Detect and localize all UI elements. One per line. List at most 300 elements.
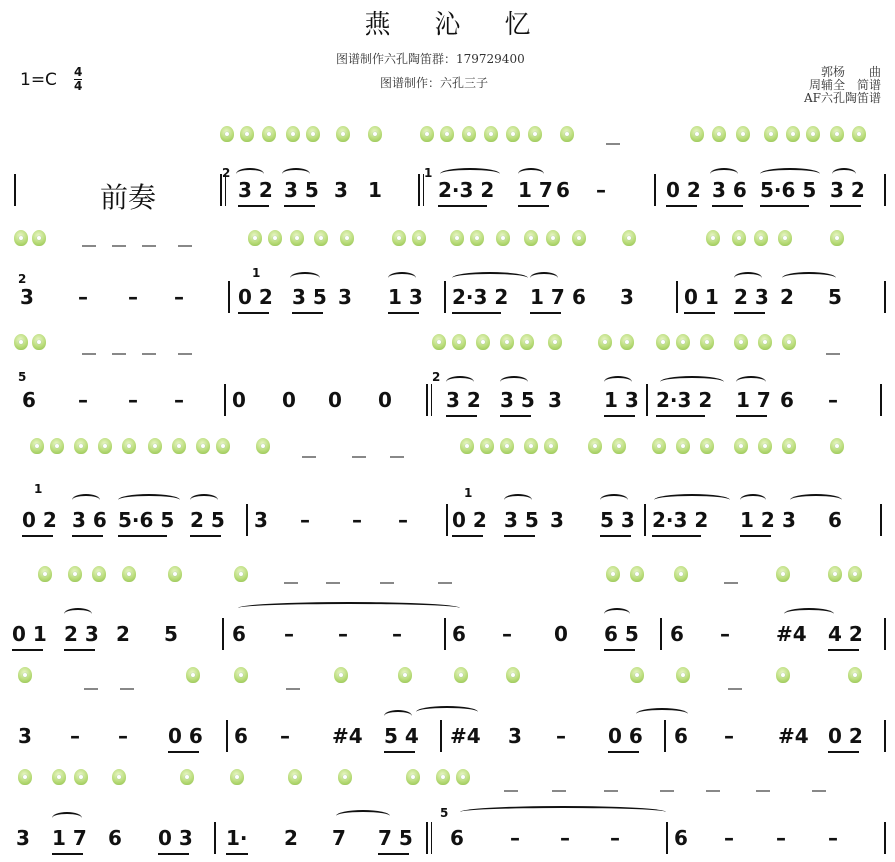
fingering-diagram bbox=[112, 769, 126, 785]
note: 0 bbox=[554, 622, 568, 646]
slur bbox=[740, 494, 766, 506]
fingering-diagram bbox=[256, 438, 270, 454]
fingering-diagram bbox=[196, 438, 210, 454]
rest-dash bbox=[826, 353, 840, 355]
beam bbox=[734, 312, 765, 314]
bar-line bbox=[884, 822, 886, 854]
bar-line bbox=[444, 618, 446, 650]
fingering-diagram bbox=[500, 438, 514, 454]
title-char-2: 沁 bbox=[434, 10, 461, 40]
grace-note: 1 bbox=[464, 486, 473, 500]
note: – bbox=[720, 622, 730, 646]
bar-line bbox=[226, 720, 228, 752]
note: – bbox=[174, 285, 184, 309]
note: 3 6 bbox=[712, 178, 747, 202]
note: 0 2 bbox=[666, 178, 701, 202]
beam bbox=[190, 535, 221, 537]
note: 3 bbox=[254, 508, 268, 532]
rest-dash bbox=[178, 353, 192, 355]
bar-line bbox=[426, 822, 428, 854]
beam bbox=[238, 312, 269, 314]
rest-dash bbox=[120, 688, 134, 690]
time-top: 4 bbox=[74, 65, 83, 79]
fingering-diagram bbox=[612, 438, 626, 454]
fingering-diagram bbox=[14, 230, 28, 246]
beam bbox=[388, 312, 419, 314]
note: 2 5 bbox=[190, 508, 225, 532]
grace-note: 5 bbox=[440, 806, 449, 820]
rest-dash bbox=[390, 456, 404, 458]
bar-line bbox=[676, 281, 678, 313]
fingering-diagram bbox=[830, 126, 844, 142]
note: 3 2 bbox=[238, 178, 273, 202]
grace-note: 5 bbox=[18, 370, 27, 384]
note: 3 5 bbox=[504, 508, 539, 532]
fingering-diagram bbox=[848, 566, 862, 582]
note: 5 4 bbox=[384, 724, 419, 748]
beam bbox=[238, 205, 269, 207]
bar-line bbox=[14, 174, 16, 206]
note: #4 bbox=[778, 724, 809, 748]
fingering-diagram bbox=[216, 438, 230, 454]
slur bbox=[500, 376, 528, 388]
note: 3 5 bbox=[500, 388, 535, 412]
note: – bbox=[338, 622, 348, 646]
note: – bbox=[398, 508, 408, 532]
fingering-diagram bbox=[74, 438, 88, 454]
note: 1 7 bbox=[52, 826, 87, 850]
rest-dash bbox=[326, 582, 340, 584]
note: – bbox=[776, 826, 786, 850]
slur bbox=[440, 168, 500, 180]
note: 0 bbox=[328, 388, 342, 412]
note: 0 2 bbox=[452, 508, 487, 532]
fingering-diagram bbox=[334, 667, 348, 683]
fingering-diagram bbox=[476, 334, 490, 350]
slur bbox=[446, 376, 474, 388]
beam bbox=[158, 853, 189, 855]
beam bbox=[292, 312, 323, 314]
note: – bbox=[560, 826, 570, 850]
note: 1 bbox=[368, 178, 382, 202]
tab-credit: AF六孔陶笛谱 bbox=[804, 91, 881, 105]
fingering-diagram bbox=[268, 230, 282, 246]
fingering-diagram bbox=[852, 126, 866, 142]
fingering-diagram bbox=[758, 438, 772, 454]
note: 3 bbox=[338, 285, 352, 309]
slur bbox=[190, 494, 218, 506]
note: 5 bbox=[164, 622, 178, 646]
bar-line bbox=[880, 384, 882, 416]
note: – bbox=[78, 388, 88, 412]
note: 2·3 2 bbox=[438, 178, 495, 202]
fingering-diagram bbox=[38, 566, 52, 582]
bar-line bbox=[884, 174, 886, 206]
fingering-diagram bbox=[506, 126, 520, 142]
bar-line bbox=[660, 618, 662, 650]
slur bbox=[64, 608, 92, 620]
beam bbox=[712, 205, 743, 207]
composer-credit: 郭杨 曲 bbox=[820, 65, 881, 79]
title-char-3: 忆 bbox=[504, 10, 531, 40]
bar-line bbox=[431, 384, 432, 416]
slur bbox=[736, 376, 766, 388]
beam bbox=[64, 649, 95, 651]
rest-dash bbox=[112, 353, 126, 355]
time-signature bbox=[74, 66, 82, 93]
bar-line bbox=[431, 822, 432, 854]
note: 5·6 5 bbox=[760, 178, 817, 202]
bar-line bbox=[646, 384, 648, 416]
beam bbox=[22, 535, 53, 537]
beam bbox=[72, 535, 103, 537]
note: – bbox=[502, 622, 512, 646]
rest-dash bbox=[142, 353, 156, 355]
intro-label: 前奏 bbox=[100, 181, 157, 214]
note: 2·3 2 bbox=[656, 388, 713, 412]
note: – bbox=[510, 826, 520, 850]
fingering-diagram bbox=[456, 769, 470, 785]
fingering-diagram bbox=[336, 126, 350, 142]
note: 6 5 bbox=[604, 622, 639, 646]
note: – bbox=[300, 508, 310, 532]
slur bbox=[118, 494, 180, 506]
fingering-diagram bbox=[18, 769, 32, 785]
rest-dash bbox=[82, 353, 96, 355]
fingering-diagram bbox=[240, 126, 254, 142]
rest-dash bbox=[142, 245, 156, 247]
note: 5 3 bbox=[600, 508, 635, 532]
note: 0 1 bbox=[12, 622, 47, 646]
rest-dash bbox=[286, 688, 300, 690]
slur bbox=[734, 272, 762, 284]
bar-line bbox=[666, 822, 668, 854]
note: 3 bbox=[782, 508, 796, 532]
note: 3 5 bbox=[292, 285, 327, 309]
rest-dash bbox=[504, 790, 518, 792]
note: 6 bbox=[670, 622, 684, 646]
note: 6 bbox=[572, 285, 586, 309]
grace-note: 2 bbox=[432, 370, 441, 384]
fingering-diagram bbox=[398, 667, 412, 683]
note: 2 3 bbox=[64, 622, 99, 646]
note: 1 3 bbox=[388, 285, 423, 309]
note: – bbox=[128, 285, 138, 309]
note: 2 bbox=[116, 622, 130, 646]
time-bottom: 4 bbox=[74, 79, 83, 93]
note: – bbox=[284, 622, 294, 646]
slur bbox=[784, 608, 834, 620]
fingering-diagram bbox=[180, 769, 194, 785]
note: 1 2 bbox=[740, 508, 775, 532]
note: 6 bbox=[232, 622, 246, 646]
rest-dash bbox=[812, 790, 826, 792]
fingering-diagram bbox=[572, 230, 586, 246]
beam bbox=[446, 415, 477, 417]
note: 6 bbox=[828, 508, 842, 532]
slur bbox=[660, 376, 724, 388]
slur bbox=[530, 272, 558, 284]
fingering-diagram bbox=[674, 566, 688, 582]
fingering-diagram bbox=[734, 334, 748, 350]
fingering-diagram bbox=[92, 566, 106, 582]
slur bbox=[654, 494, 730, 506]
beam bbox=[504, 535, 535, 537]
beam bbox=[830, 205, 861, 207]
fingering-diagram bbox=[606, 566, 620, 582]
rest-dash bbox=[706, 790, 720, 792]
rest-dash bbox=[606, 143, 620, 145]
note: 6 bbox=[556, 178, 570, 202]
beam bbox=[604, 415, 635, 417]
slur bbox=[72, 494, 100, 506]
note: 2 3 bbox=[734, 285, 769, 309]
fingering-diagram bbox=[548, 334, 562, 350]
note: – bbox=[828, 826, 838, 850]
note: 6 bbox=[674, 826, 688, 850]
fingering-diagram bbox=[758, 334, 772, 350]
song-title bbox=[0, 4, 895, 41]
fingering-diagram bbox=[690, 126, 704, 142]
key-signature: 1=C bbox=[20, 70, 57, 90]
note: 0 2 bbox=[238, 285, 273, 309]
note: 6 bbox=[450, 826, 464, 850]
note: 6 bbox=[674, 724, 688, 748]
beam bbox=[604, 649, 635, 651]
fingering-diagram bbox=[32, 230, 46, 246]
note: 3 bbox=[18, 724, 32, 748]
fingering-diagram bbox=[652, 438, 666, 454]
fingering-diagram bbox=[314, 230, 328, 246]
fingering-diagram bbox=[620, 334, 634, 350]
beam bbox=[500, 415, 531, 417]
fingering-diagram bbox=[622, 230, 636, 246]
fingering-diagram bbox=[830, 438, 844, 454]
note: 5 bbox=[828, 285, 842, 309]
note: 0 bbox=[282, 388, 296, 412]
slur bbox=[832, 168, 856, 180]
fingering-diagram bbox=[776, 667, 790, 683]
rest-dash bbox=[604, 790, 618, 792]
fingering-diagram bbox=[432, 334, 446, 350]
fingering-diagram bbox=[288, 769, 302, 785]
note: 6 bbox=[780, 388, 794, 412]
fingering-diagram bbox=[782, 334, 796, 350]
title-char-1: 燕 bbox=[364, 10, 391, 40]
note: 7 5 bbox=[378, 826, 413, 850]
fingering-diagram bbox=[484, 126, 498, 142]
note: 0 2 bbox=[22, 508, 57, 532]
rest-dash bbox=[112, 245, 126, 247]
note: 2 bbox=[284, 826, 298, 850]
fingering-diagram bbox=[520, 334, 534, 350]
note: – bbox=[610, 826, 620, 850]
fingering-diagram bbox=[828, 566, 842, 582]
beam bbox=[452, 535, 483, 537]
fingering-diagram bbox=[52, 769, 66, 785]
note: 1 7 bbox=[736, 388, 771, 412]
note: 0 6 bbox=[608, 724, 643, 748]
note: – bbox=[118, 724, 128, 748]
fingering-diagram bbox=[528, 126, 542, 142]
beam bbox=[518, 205, 549, 207]
fingering-diagram bbox=[420, 126, 434, 142]
slur bbox=[782, 272, 836, 284]
beam bbox=[608, 751, 639, 753]
fingering-diagram bbox=[122, 566, 136, 582]
note: – bbox=[556, 724, 566, 748]
fingering-diagram bbox=[234, 667, 248, 683]
bar-line bbox=[444, 281, 446, 313]
note: – bbox=[174, 388, 184, 412]
slur bbox=[460, 806, 666, 818]
beam bbox=[384, 751, 415, 753]
slur bbox=[790, 494, 842, 506]
rest-dash bbox=[352, 456, 366, 458]
beam bbox=[118, 535, 167, 537]
rest-dash bbox=[178, 245, 192, 247]
slur bbox=[236, 168, 264, 180]
bar-line bbox=[880, 504, 882, 536]
note: 0 3 bbox=[158, 826, 193, 850]
fingering-diagram bbox=[786, 126, 800, 142]
note: 7 bbox=[332, 826, 346, 850]
beam bbox=[828, 751, 859, 753]
note: 3 bbox=[16, 826, 30, 850]
note: 6 bbox=[452, 622, 466, 646]
slur bbox=[504, 494, 532, 506]
fingering-diagram bbox=[338, 769, 352, 785]
beam bbox=[736, 415, 767, 417]
note: – bbox=[724, 826, 734, 850]
fingering-diagram bbox=[460, 438, 474, 454]
note: 4 2 bbox=[828, 622, 863, 646]
beam bbox=[12, 649, 43, 651]
fingering-diagram bbox=[546, 230, 560, 246]
note: 0 bbox=[232, 388, 246, 412]
fingering-diagram bbox=[732, 230, 746, 246]
fingering-diagram bbox=[340, 230, 354, 246]
fingering-diagram bbox=[700, 438, 714, 454]
note: 2·3 2 bbox=[652, 508, 709, 532]
note: 2·3 2 bbox=[452, 285, 509, 309]
fingering-diagram bbox=[560, 126, 574, 142]
beam bbox=[684, 312, 715, 314]
fingering-diagram bbox=[598, 334, 612, 350]
note: – bbox=[596, 178, 606, 202]
beam bbox=[530, 312, 561, 314]
note: – bbox=[392, 622, 402, 646]
fingering-diagram bbox=[234, 566, 248, 582]
grace-note: 1 bbox=[34, 482, 43, 496]
note: – bbox=[70, 724, 80, 748]
group-line: 图谱制作六孔陶笛群：179729400 bbox=[336, 52, 525, 66]
rest-dash bbox=[380, 582, 394, 584]
slur bbox=[600, 494, 628, 506]
credits bbox=[804, 66, 881, 105]
slur bbox=[282, 168, 310, 180]
fingering-diagram bbox=[806, 126, 820, 142]
bar-line bbox=[654, 174, 656, 206]
fingering-diagram bbox=[676, 667, 690, 683]
fingering-diagram bbox=[676, 334, 690, 350]
rest-dash bbox=[438, 582, 452, 584]
fingering-diagram bbox=[764, 126, 778, 142]
rest-dash bbox=[302, 456, 316, 458]
fingering-diagram bbox=[186, 667, 200, 683]
rest-dash bbox=[756, 790, 770, 792]
fingering-diagram bbox=[230, 769, 244, 785]
fingering-diagram bbox=[148, 438, 162, 454]
fingering-diagram bbox=[706, 230, 720, 246]
rest-dash bbox=[84, 688, 98, 690]
note: 3 2 bbox=[830, 178, 865, 202]
note: 6 bbox=[234, 724, 248, 748]
fingering-diagram bbox=[734, 438, 748, 454]
slur bbox=[710, 168, 738, 180]
fingering-diagram bbox=[18, 667, 32, 683]
fingering-diagram bbox=[496, 230, 510, 246]
note: 1 7 bbox=[530, 285, 565, 309]
bar-line bbox=[418, 174, 420, 206]
fingering-diagram bbox=[524, 438, 538, 454]
fingering-diagram bbox=[98, 438, 112, 454]
fingering-diagram bbox=[676, 438, 690, 454]
fingering-diagram bbox=[286, 126, 300, 142]
fingering-diagram bbox=[588, 438, 602, 454]
fingering-diagram bbox=[524, 230, 538, 246]
slur bbox=[452, 272, 528, 284]
note: 0 bbox=[378, 388, 392, 412]
grace-note: 1 bbox=[252, 266, 261, 280]
note: – bbox=[128, 388, 138, 412]
bar-line bbox=[222, 618, 224, 650]
grace-note: 1 bbox=[424, 166, 433, 180]
fingering-diagram bbox=[262, 126, 276, 142]
beam bbox=[740, 535, 771, 537]
arranger-credit: 周辅全 简谱 bbox=[808, 78, 881, 92]
note: 0 6 bbox=[168, 724, 203, 748]
beam bbox=[666, 205, 697, 207]
slur bbox=[604, 608, 630, 620]
bar-line bbox=[214, 822, 216, 854]
bar-line bbox=[884, 281, 886, 313]
bar-line bbox=[228, 281, 230, 313]
note: 1 3 bbox=[604, 388, 639, 412]
rest-dash bbox=[552, 790, 566, 792]
slur bbox=[636, 708, 688, 720]
grace-note: 2 bbox=[222, 166, 231, 180]
fingering-diagram bbox=[776, 566, 790, 582]
slur bbox=[52, 812, 82, 824]
fingering-diagram bbox=[220, 126, 234, 142]
fingering-diagram bbox=[440, 126, 454, 142]
slur bbox=[238, 602, 460, 614]
note: 3 bbox=[550, 508, 564, 532]
fingering-diagram bbox=[68, 566, 82, 582]
note: 0 2 bbox=[828, 724, 863, 748]
fingering-diagram bbox=[656, 334, 670, 350]
note: #4 bbox=[450, 724, 481, 748]
note: 3 bbox=[334, 178, 348, 202]
bar-line bbox=[440, 720, 442, 752]
fingering-diagram bbox=[406, 769, 420, 785]
slur bbox=[384, 710, 412, 722]
fingering-diagram bbox=[248, 230, 262, 246]
slur bbox=[760, 168, 820, 180]
slur bbox=[604, 376, 632, 388]
note: – bbox=[352, 508, 362, 532]
